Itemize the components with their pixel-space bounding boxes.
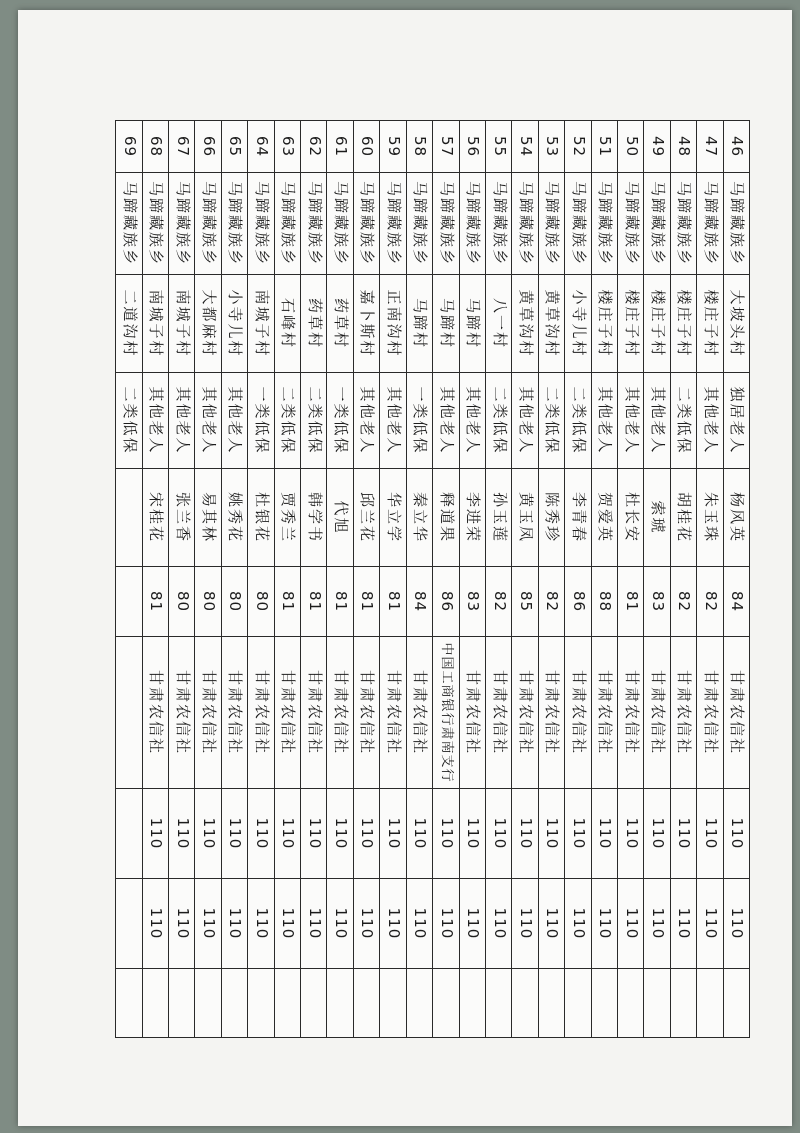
table-row	[142, 121, 168, 1038]
village-cell: 黄草沟村	[512, 275, 538, 373]
category-cell: 一类低保	[327, 373, 353, 469]
age-cell: 80	[169, 567, 195, 637]
blank-cell	[670, 969, 696, 1038]
blank-cell	[697, 969, 723, 1038]
subsidy-table	[115, 120, 750, 1038]
category-cell: 其他老人	[142, 373, 168, 469]
village-cell: 大坡头村	[723, 275, 749, 373]
table-row	[406, 121, 432, 1038]
age-cell: 82	[697, 567, 723, 637]
table-row	[512, 121, 538, 1038]
village-cell: 马蹄村	[406, 275, 432, 373]
row-number: 49	[644, 121, 670, 173]
blank-cell	[723, 969, 749, 1038]
table-row	[670, 121, 696, 1038]
blank-cell	[485, 969, 511, 1038]
name-cell: 朱玉珠	[697, 469, 723, 567]
name-cell: 姚秀花	[221, 469, 247, 567]
name-cell: 胡桂花	[670, 469, 696, 567]
name-cell: 释道果	[433, 469, 459, 567]
bank-cell: 甘肃农信社	[697, 637, 723, 789]
blank-cell	[617, 969, 643, 1038]
village-cell: 二道沟村	[116, 275, 143, 373]
village-cell: 楼庄子村	[697, 275, 723, 373]
amount-cell: 110	[195, 789, 221, 879]
table-row	[565, 121, 591, 1038]
amount-cell: 110	[169, 789, 195, 879]
name-cell: 宋桂花	[142, 469, 168, 567]
amount-cell: 110	[591, 879, 617, 969]
amount-cell: 110	[327, 879, 353, 969]
township-cell: 马蹄藏族乡	[591, 173, 617, 275]
category-cell: 其他老人	[459, 373, 485, 469]
name-cell: 李进荣	[459, 469, 485, 567]
bank-cell: 甘肃农信社	[406, 637, 432, 789]
village-cell: 楼庄子村	[644, 275, 670, 373]
category-cell: 其他老人	[353, 373, 379, 469]
age-cell: 86	[433, 567, 459, 637]
category-cell: 其他老人	[195, 373, 221, 469]
age-cell: 85	[512, 567, 538, 637]
bank-cell: 甘肃农信社	[538, 637, 564, 789]
township-cell: 马蹄藏族乡	[142, 173, 168, 275]
blank-cell	[274, 969, 300, 1038]
table-row	[591, 121, 617, 1038]
township-cell: 马蹄藏族乡	[327, 173, 353, 275]
blank-cell	[538, 969, 564, 1038]
bank-cell: 甘肃农信社	[195, 637, 221, 789]
blank-cell	[433, 969, 459, 1038]
amount-cell: 110	[538, 879, 564, 969]
row-number: 48	[670, 121, 696, 173]
amount-cell: 110	[565, 879, 591, 969]
township-cell: 马蹄藏族乡	[433, 173, 459, 275]
table-row	[301, 121, 327, 1038]
amount-cell: 110	[565, 789, 591, 879]
name-cell: 贾秀兰	[274, 469, 300, 567]
township-cell: 马蹄藏族乡	[353, 173, 379, 275]
table-row	[353, 121, 379, 1038]
row-number: 64	[248, 121, 274, 173]
table-row	[380, 121, 406, 1038]
village-cell: 药草村	[301, 275, 327, 373]
amount-cell: 110	[380, 879, 406, 969]
table-row	[723, 121, 749, 1038]
township-cell: 马蹄藏族乡	[221, 173, 247, 275]
row-number: 62	[301, 121, 327, 173]
blank-cell	[169, 969, 195, 1038]
category-cell: 其他老人	[591, 373, 617, 469]
row-number: 46	[723, 121, 749, 173]
township-cell: 马蹄藏族乡	[697, 173, 723, 275]
row-number: 55	[485, 121, 511, 173]
township-cell: 马蹄藏族乡	[644, 173, 670, 275]
amount-cell: 110	[327, 789, 353, 879]
amount-cell: 110	[406, 879, 432, 969]
amount-cell	[116, 879, 143, 969]
village-cell: 小寺儿村	[221, 275, 247, 373]
amount-cell: 110	[591, 789, 617, 879]
rotated-table-container	[115, 120, 750, 1037]
township-cell: 马蹄藏族乡	[538, 173, 564, 275]
table-body	[116, 121, 750, 1038]
category-cell: 其他老人	[697, 373, 723, 469]
category-cell: 二类低保	[670, 373, 696, 469]
bank-cell: 甘肃农信社	[485, 637, 511, 789]
township-cell: 马蹄藏族乡	[485, 173, 511, 275]
blank-cell	[195, 969, 221, 1038]
bank-cell: 甘肃农信社	[591, 637, 617, 789]
amount-cell: 110	[433, 879, 459, 969]
bank-cell: 甘肃农信社	[565, 637, 591, 789]
township-cell: 马蹄藏族乡	[670, 173, 696, 275]
age-cell: 81	[327, 567, 353, 637]
township-cell: 马蹄藏族乡	[617, 173, 643, 275]
bank-cell	[116, 637, 143, 789]
category-cell: 其他老人	[617, 373, 643, 469]
category-cell: 其他老人	[433, 373, 459, 469]
village-cell: 楼庄子村	[617, 275, 643, 373]
village-cell: 南城子村	[248, 275, 274, 373]
bank-cell: 甘肃农信社	[670, 637, 696, 789]
bank-cell: 甘肃农信社	[274, 637, 300, 789]
name-cell: 杨风英	[723, 469, 749, 567]
row-number: 67	[169, 121, 195, 173]
amount-cell: 110	[169, 879, 195, 969]
township-cell: 马蹄藏族乡	[406, 173, 432, 275]
amount-cell: 110	[221, 879, 247, 969]
blank-cell	[116, 969, 143, 1038]
age-cell: 81	[301, 567, 327, 637]
bank-cell: 甘肃农信社	[221, 637, 247, 789]
village-cell: 黄草沟村	[538, 275, 564, 373]
name-cell: 孙玉莲	[485, 469, 511, 567]
category-cell: 二类低保	[274, 373, 300, 469]
blank-cell	[644, 969, 670, 1038]
village-cell: 嘉卜斯村	[353, 275, 379, 373]
amount-cell: 110	[248, 789, 274, 879]
village-cell: 正南沟村	[380, 275, 406, 373]
table-row	[617, 121, 643, 1038]
bank-cell: 甘肃农信社	[327, 637, 353, 789]
township-cell: 马蹄藏族乡	[195, 173, 221, 275]
amount-cell: 110	[617, 879, 643, 969]
table-row	[274, 121, 300, 1038]
table-area	[115, 120, 750, 1037]
table-row	[248, 121, 274, 1038]
age-cell: 84	[406, 567, 432, 637]
age-cell	[116, 567, 143, 637]
township-cell: 马蹄藏族乡	[116, 173, 143, 275]
row-number: 65	[221, 121, 247, 173]
age-cell: 84	[723, 567, 749, 637]
row-number: 69	[116, 121, 143, 173]
age-cell: 81	[617, 567, 643, 637]
age-cell: 86	[565, 567, 591, 637]
village-cell: 大都麻村	[195, 275, 221, 373]
table-row	[538, 121, 564, 1038]
name-cell: 黄玉凤	[512, 469, 538, 567]
amount-cell: 110	[380, 789, 406, 879]
amount-cell: 110	[485, 789, 511, 879]
row-number: 53	[538, 121, 564, 173]
row-number: 60	[353, 121, 379, 173]
age-cell: 80	[248, 567, 274, 637]
row-number: 51	[591, 121, 617, 173]
age-cell: 83	[644, 567, 670, 637]
name-cell: 代旭	[327, 469, 353, 567]
township-cell: 马蹄藏族乡	[459, 173, 485, 275]
township-cell: 马蹄藏族乡	[248, 173, 274, 275]
village-cell: 楼庄子村	[591, 275, 617, 373]
amount-cell	[116, 789, 143, 879]
bank-cell: 甘肃农信社	[248, 637, 274, 789]
township-cell: 马蹄藏族乡	[301, 173, 327, 275]
blank-cell	[380, 969, 406, 1038]
village-cell: 南城子村	[142, 275, 168, 373]
category-cell: 二类低保	[301, 373, 327, 469]
row-number: 50	[617, 121, 643, 173]
paper-sheet	[18, 10, 792, 1126]
category-cell: 其他老人	[169, 373, 195, 469]
amount-cell: 110	[512, 879, 538, 969]
amount-cell: 110	[248, 879, 274, 969]
township-cell: 马蹄藏族乡	[512, 173, 538, 275]
blank-cell	[565, 969, 591, 1038]
table-row	[459, 121, 485, 1038]
table-row	[327, 121, 353, 1038]
category-cell: 二类低保	[565, 373, 591, 469]
table-row	[116, 121, 143, 1038]
age-cell: 81	[142, 567, 168, 637]
age-cell: 82	[670, 567, 696, 637]
blank-cell	[142, 969, 168, 1038]
category-cell: 一类低保	[406, 373, 432, 469]
blank-cell	[301, 969, 327, 1038]
name-cell: 易其林	[195, 469, 221, 567]
name-cell: 张兰香	[169, 469, 195, 567]
amount-cell: 110	[459, 789, 485, 879]
row-number: 52	[565, 121, 591, 173]
age-cell: 81	[274, 567, 300, 637]
amount-cell: 110	[433, 789, 459, 879]
village-cell: 药草村	[327, 275, 353, 373]
amount-cell: 110	[723, 879, 749, 969]
village-cell: 马蹄村	[459, 275, 485, 373]
age-cell: 82	[485, 567, 511, 637]
row-number: 59	[380, 121, 406, 173]
amount-cell: 110	[670, 789, 696, 879]
table-row	[644, 121, 670, 1038]
amount-cell: 110	[195, 879, 221, 969]
village-cell: 楼庄子村	[670, 275, 696, 373]
age-cell: 80	[221, 567, 247, 637]
amount-cell: 110	[697, 879, 723, 969]
bank-cell: 甘肃农信社	[644, 637, 670, 789]
table-row	[697, 121, 723, 1038]
row-number: 58	[406, 121, 432, 173]
bank-cell: 甘肃农信社	[301, 637, 327, 789]
amount-cell: 110	[538, 789, 564, 879]
table-row	[195, 121, 221, 1038]
category-cell: 二类低保	[116, 373, 143, 469]
amount-cell: 110	[142, 789, 168, 879]
name-cell: 秦立华	[406, 469, 432, 567]
age-cell: 81	[380, 567, 406, 637]
category-cell: 二类低保	[538, 373, 564, 469]
age-cell: 83	[459, 567, 485, 637]
blank-cell	[248, 969, 274, 1038]
bank-cell: 甘肃农信社	[617, 637, 643, 789]
amount-cell: 110	[617, 789, 643, 879]
name-cell: 杜长安	[617, 469, 643, 567]
blank-cell	[406, 969, 432, 1038]
category-cell: 其他老人	[644, 373, 670, 469]
township-cell: 马蹄藏族乡	[565, 173, 591, 275]
amount-cell: 110	[670, 879, 696, 969]
row-number: 56	[459, 121, 485, 173]
amount-cell: 110	[274, 879, 300, 969]
row-number: 57	[433, 121, 459, 173]
bank-cell: 甘肃农信社	[380, 637, 406, 789]
table-row	[433, 121, 459, 1038]
amount-cell: 110	[485, 879, 511, 969]
blank-cell	[512, 969, 538, 1038]
row-number: 61	[327, 121, 353, 173]
age-cell: 82	[538, 567, 564, 637]
township-cell: 马蹄藏族乡	[380, 173, 406, 275]
age-cell: 81	[353, 567, 379, 637]
name-cell: 杜银花	[248, 469, 274, 567]
bank-cell: 中国工商银行肃南支行	[433, 637, 459, 789]
amount-cell: 110	[697, 789, 723, 879]
bank-cell: 甘肃农信社	[723, 637, 749, 789]
row-number: 54	[512, 121, 538, 173]
category-cell: 独居老人	[723, 373, 749, 469]
name-cell: 贺爱英	[591, 469, 617, 567]
category-cell: 二类低保	[485, 373, 511, 469]
table-row	[221, 121, 247, 1038]
amount-cell: 110	[301, 789, 327, 879]
age-cell: 80	[195, 567, 221, 637]
row-number: 63	[274, 121, 300, 173]
amount-cell: 110	[221, 789, 247, 879]
amount-cell: 110	[301, 879, 327, 969]
blank-cell	[459, 969, 485, 1038]
amount-cell: 110	[353, 789, 379, 879]
name-cell: 邱兰花	[353, 469, 379, 567]
township-cell: 马蹄藏族乡	[169, 173, 195, 275]
name-cell: 韩学书	[301, 469, 327, 567]
village-cell: 石峰村	[274, 275, 300, 373]
blank-cell	[221, 969, 247, 1038]
bank-cell: 甘肃农信社	[169, 637, 195, 789]
blank-cell	[353, 969, 379, 1038]
category-cell: 其他老人	[512, 373, 538, 469]
row-number: 47	[697, 121, 723, 173]
bank-cell: 甘肃农信社	[512, 637, 538, 789]
bank-cell: 甘肃农信社	[459, 637, 485, 789]
row-number: 66	[195, 121, 221, 173]
category-cell: 一类低保	[248, 373, 274, 469]
age-cell: 88	[591, 567, 617, 637]
name-cell: 李青春	[565, 469, 591, 567]
village-cell: 马蹄村	[433, 275, 459, 373]
bank-cell: 甘肃农信社	[353, 637, 379, 789]
township-cell: 马蹄藏族乡	[723, 173, 749, 275]
row-number: 68	[142, 121, 168, 173]
amount-cell: 110	[644, 879, 670, 969]
blank-cell	[327, 969, 353, 1038]
bank-cell: 甘肃农信社	[142, 637, 168, 789]
amount-cell: 110	[723, 789, 749, 879]
amount-cell: 110	[142, 879, 168, 969]
amount-cell: 110	[459, 879, 485, 969]
category-cell: 其他老人	[221, 373, 247, 469]
table-row	[169, 121, 195, 1038]
village-cell: 小寺儿村	[565, 275, 591, 373]
amount-cell: 110	[353, 879, 379, 969]
amount-cell: 110	[512, 789, 538, 879]
name-cell	[116, 469, 143, 567]
village-cell: 八一村	[485, 275, 511, 373]
village-cell: 南城子村	[169, 275, 195, 373]
amount-cell: 110	[274, 789, 300, 879]
amount-cell: 110	[406, 789, 432, 879]
township-cell: 马蹄藏族乡	[274, 173, 300, 275]
name-cell: 华立学	[380, 469, 406, 567]
category-cell: 其他老人	[380, 373, 406, 469]
amount-cell: 110	[644, 789, 670, 879]
table-row	[485, 121, 511, 1038]
blank-cell	[591, 969, 617, 1038]
name-cell: 索琥	[644, 469, 670, 567]
name-cell: 陈秀珍	[538, 469, 564, 567]
